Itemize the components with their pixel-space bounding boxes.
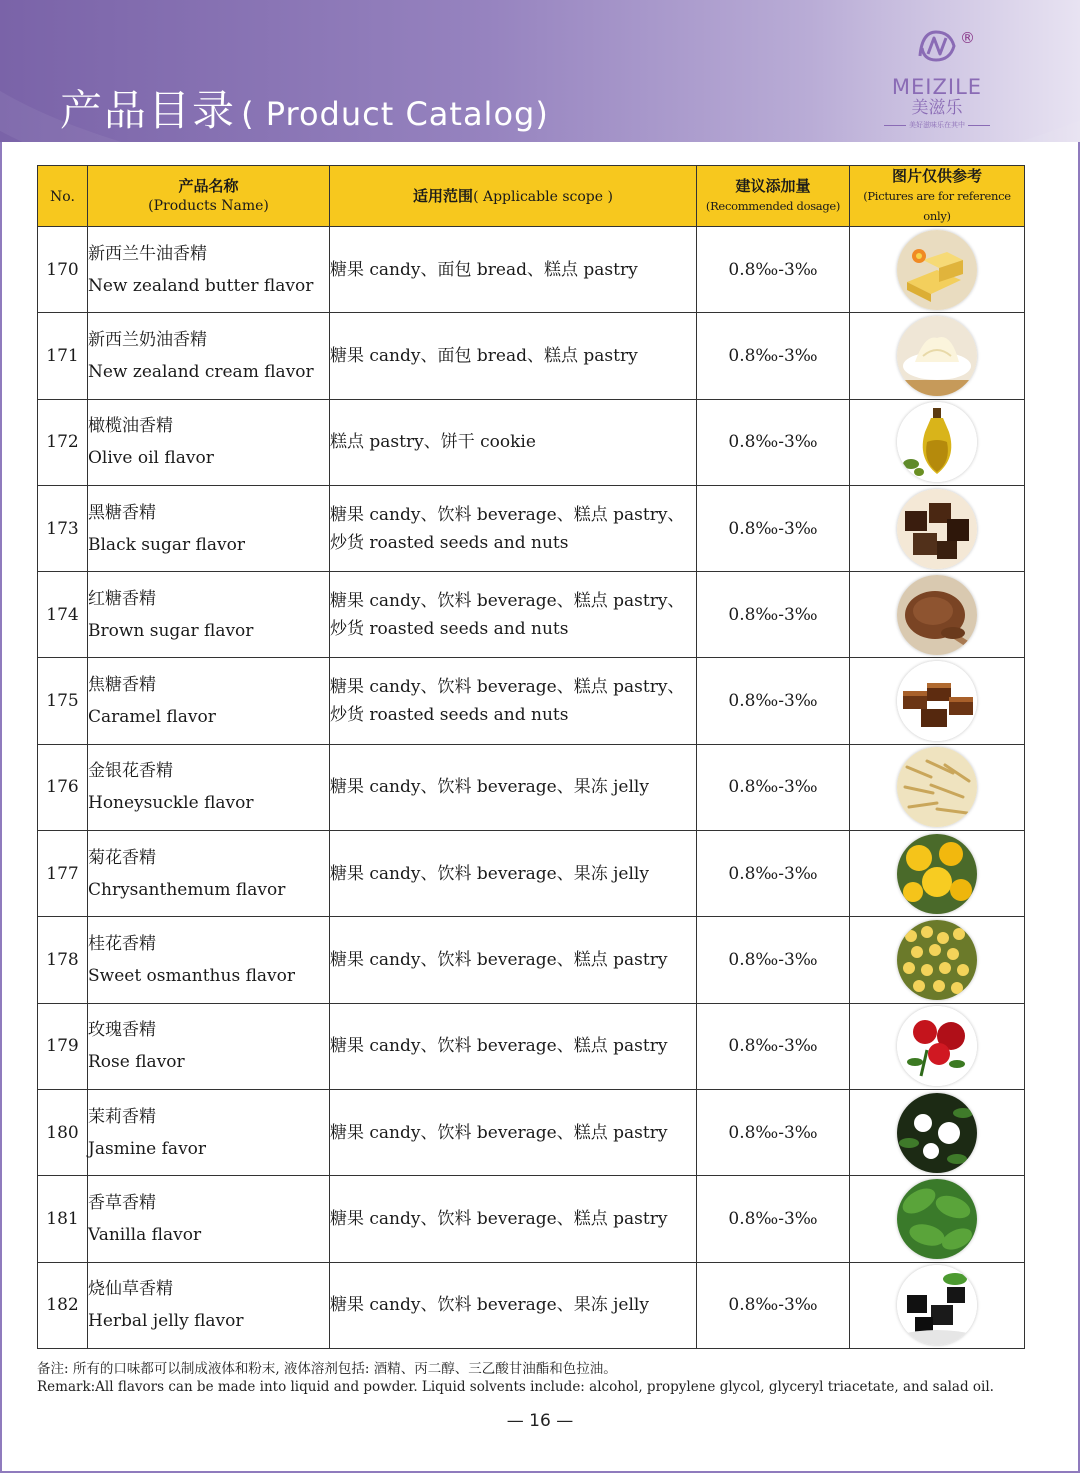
product-name-cell xyxy=(88,1262,330,1348)
scope-line: 炒货 roasted seeds and nuts xyxy=(330,618,569,639)
product-name-zh: 金银花香精 xyxy=(88,761,173,782)
product-name-cell xyxy=(88,917,330,1003)
applicable-scope xyxy=(330,1176,697,1262)
product-picture-cell xyxy=(850,572,1025,658)
product-name-en: Sweet osmanthus flavor xyxy=(88,966,296,987)
product-name-en: Caramel flavor xyxy=(88,707,216,728)
registered-mark: ® xyxy=(960,29,975,47)
table-row xyxy=(38,658,1025,744)
product-picture-cell xyxy=(850,313,1025,399)
table-row xyxy=(38,831,1025,917)
applicable-scope xyxy=(330,658,697,744)
product-name-en: New zealand butter flavor xyxy=(88,275,314,296)
scope-line: 糖果 candy、饮料 beverage、糕点 pastry xyxy=(330,1036,668,1057)
product-name-en: Honeysuckle flavor xyxy=(88,793,254,814)
recommended-dosage: 0.8‰-3‰ xyxy=(697,399,850,485)
brand-tagline: 美好滋味乐在其中 xyxy=(872,120,1002,130)
product-name-en: Olive oil flavor xyxy=(88,448,214,469)
scope-line: 糖果 candy、饮料 beverage、果冻 jelly xyxy=(330,863,649,884)
header-picture-en: (Pictures are for reference only) xyxy=(863,189,1011,223)
product-number: 170 xyxy=(38,227,88,313)
product-name-cell xyxy=(88,658,330,744)
header-dosage xyxy=(697,166,850,227)
page-title xyxy=(60,78,549,138)
brand-name-en: MEIZILE xyxy=(891,75,983,99)
product-picture-cell xyxy=(850,831,1025,917)
header-dosage-zh: 建议添加量 xyxy=(735,177,811,195)
remark-en: Remark:All flavors can be made into liquid and powder. Liquid solvents include: alcohol, propylene glycol, glyceryl triacetate, and salad oil. xyxy=(37,1379,994,1395)
product-name-zh: 桂花香精 xyxy=(88,934,156,955)
product-name-cell xyxy=(88,399,330,485)
jasmine-image xyxy=(897,1093,977,1173)
scope-line: 糖果 candy、饮料 beverage、果冻 jelly xyxy=(330,1295,649,1316)
scope-line: 糖果 candy、饮料 beverage、糕点 pastry、 xyxy=(330,590,685,611)
table-row xyxy=(38,1262,1025,1348)
product-name-zh: 玫瑰香精 xyxy=(88,1020,156,1041)
scope-line: 糖果 candy、饮料 beverage、糕点 pastry xyxy=(330,950,668,971)
table-row xyxy=(38,1003,1025,1089)
scope-line: 炒货 roasted seeds and nuts xyxy=(330,532,569,553)
product-name-zh: 焦糖香精 xyxy=(88,675,156,696)
product-name-zh: 黑糖香精 xyxy=(88,502,156,523)
table-row xyxy=(38,399,1025,485)
osmanthus-image xyxy=(897,920,977,1000)
remark-note xyxy=(37,1360,994,1396)
product-name-zh: 新西兰牛油香精 xyxy=(88,243,207,264)
product-picture-cell xyxy=(850,1003,1025,1089)
product-picture-cell xyxy=(850,485,1025,571)
product-number: 177 xyxy=(38,831,88,917)
product-name-cell xyxy=(88,831,330,917)
header-picture xyxy=(850,166,1025,227)
product-picture-cell xyxy=(850,227,1025,313)
header-picture-zh: 图片仅供参考 xyxy=(891,167,982,185)
applicable-scope xyxy=(330,917,697,1003)
product-name-zh: 红糖香精 xyxy=(88,588,156,609)
scope-line: 糖果 candy、饮料 beverage、糕点 pastry xyxy=(330,1208,668,1229)
scope-line: 糖果 candy、饮料 beverage、糕点 pastry xyxy=(330,1122,668,1143)
product-name-zh: 烧仙草香精 xyxy=(88,1279,173,1300)
page-number: — 16 — xyxy=(506,1411,574,1431)
recommended-dosage: 0.8‰-3‰ xyxy=(697,1176,850,1262)
product-picture-cell xyxy=(850,1089,1025,1175)
product-name-zh: 香草香精 xyxy=(88,1192,156,1213)
brown-sugar-image xyxy=(897,575,977,655)
product-picture-cell xyxy=(850,744,1025,830)
header-product-name-en: (Products Name) xyxy=(148,198,269,214)
product-name-en: Brown sugar flavor xyxy=(88,620,254,641)
product-name-cell xyxy=(88,227,330,313)
butter-image xyxy=(897,230,977,310)
scope-line: 糕点 pastry、饼干 cookie xyxy=(330,432,536,453)
applicable-scope xyxy=(330,572,697,658)
product-name-en: Chrysanthemum flavor xyxy=(88,879,286,900)
table-row xyxy=(38,744,1025,830)
herbal-jelly-image xyxy=(897,1265,977,1345)
header-dosage-en: (Recommended dosage) xyxy=(705,199,841,213)
black-sugar-image xyxy=(897,489,977,569)
olive-oil-image xyxy=(897,402,977,482)
remark-zh: 备注: 所有的口味都可以制成液体和粉末, 液体溶剂包括: 酒精、丙二醇、三乙酸甘油酯和色拉油。 xyxy=(37,1361,617,1377)
product-picture-cell xyxy=(850,917,1025,1003)
product-name-cell xyxy=(88,485,330,571)
table-row xyxy=(38,572,1025,658)
recommended-dosage: 0.8‰-3‰ xyxy=(697,313,850,399)
product-name-en: Jasmine favor xyxy=(88,1138,207,1159)
product-name-cell xyxy=(88,572,330,658)
product-number: 176 xyxy=(38,744,88,830)
product-number: 172 xyxy=(38,399,88,485)
page-title-zh: 产品目录 xyxy=(60,86,237,135)
brand-mark-icon xyxy=(914,26,960,66)
scope-line: 糖果 candy、饮料 beverage、糕点 pastry、 xyxy=(330,677,685,698)
product-name-zh: 橄榄油香精 xyxy=(88,416,173,437)
header-product-name-zh: 产品名称 xyxy=(178,177,239,195)
recommended-dosage: 0.8‰-3‰ xyxy=(697,227,850,313)
product-number: 171 xyxy=(38,313,88,399)
recommended-dosage: 0.8‰-3‰ xyxy=(697,658,850,744)
product-number: 181 xyxy=(38,1176,88,1262)
applicable-scope xyxy=(330,1262,697,1348)
cream-image xyxy=(897,316,977,396)
caramel-image xyxy=(897,661,977,741)
chrysanthemum-image xyxy=(897,834,977,914)
applicable-scope xyxy=(330,831,697,917)
product-name-zh: 菊花香精 xyxy=(88,847,156,868)
product-name-en: Rose flavor xyxy=(88,1052,185,1073)
product-name-cell xyxy=(88,1089,330,1175)
product-catalog-table xyxy=(37,165,1025,1349)
header-scope xyxy=(330,166,697,227)
applicable-scope xyxy=(330,227,697,313)
product-number: 173 xyxy=(38,485,88,571)
product-number: 174 xyxy=(38,572,88,658)
product-number: 180 xyxy=(38,1089,88,1175)
table-row xyxy=(38,227,1025,313)
scope-line: 炒货 roasted seeds and nuts xyxy=(330,705,569,726)
table-row xyxy=(38,1089,1025,1175)
scope-line: 糖果 candy、面包 bread、糕点 pastry xyxy=(330,345,638,366)
product-name-en: Vanilla flavor xyxy=(88,1224,202,1245)
recommended-dosage: 0.8‰-3‰ xyxy=(697,485,850,571)
page-title-en: ( Product Catalog) xyxy=(241,95,549,133)
table-header-row xyxy=(38,166,1025,227)
page-header xyxy=(0,0,1080,142)
vanilla-image xyxy=(897,1179,977,1259)
table-row xyxy=(38,917,1025,1003)
product-name-cell xyxy=(88,313,330,399)
applicable-scope xyxy=(330,1003,697,1089)
applicable-scope xyxy=(330,399,697,485)
table-row xyxy=(38,1176,1025,1262)
product-number: 178 xyxy=(38,917,88,1003)
product-picture-cell xyxy=(850,1176,1025,1262)
header-product-name xyxy=(88,166,330,227)
rose-image xyxy=(897,1006,977,1086)
table-row xyxy=(38,485,1025,571)
product-name-en: Herbal jelly flavor xyxy=(88,1311,244,1332)
recommended-dosage: 0.8‰-3‰ xyxy=(697,1262,850,1348)
honeysuckle-image xyxy=(897,747,977,827)
recommended-dosage: 0.8‰-3‰ xyxy=(697,1003,850,1089)
applicable-scope xyxy=(330,744,697,830)
header-scope-zh: 适用范围 xyxy=(413,186,474,205)
product-number: 182 xyxy=(38,1262,88,1348)
product-name-cell xyxy=(88,744,330,830)
recommended-dosage: 0.8‰-3‰ xyxy=(697,744,850,830)
product-name-cell xyxy=(88,1003,330,1089)
table-row xyxy=(38,313,1025,399)
scope-line: 糖果 candy、饮料 beverage、糕点 pastry、 xyxy=(330,504,685,525)
recommended-dosage: 0.8‰-3‰ xyxy=(697,917,850,1003)
product-name-en: Black sugar flavor xyxy=(88,534,245,555)
product-number: 175 xyxy=(38,658,88,744)
product-picture-cell xyxy=(850,399,1025,485)
product-name-zh: 茉莉香精 xyxy=(88,1106,156,1127)
header-no: No. xyxy=(38,166,88,227)
product-picture-cell xyxy=(850,658,1025,744)
scope-line: 糖果 candy、饮料 beverage、果冻 jelly xyxy=(330,777,649,798)
recommended-dosage: 0.8‰-3‰ xyxy=(697,1089,850,1175)
applicable-scope xyxy=(330,313,697,399)
recommended-dosage: 0.8‰-3‰ xyxy=(697,831,850,917)
scope-line: 糖果 candy、面包 bread、糕点 pastry xyxy=(330,259,638,280)
header-scope-en: ( Applicable scope ) xyxy=(473,188,613,205)
recommended-dosage: 0.8‰-3‰ xyxy=(697,572,850,658)
product-name-cell xyxy=(88,1176,330,1262)
brand-name-zh: 美滋乐 xyxy=(911,98,963,118)
brand-logo xyxy=(872,26,1002,138)
product-name-en: New zealand cream flavor xyxy=(88,361,314,382)
applicable-scope xyxy=(330,1089,697,1175)
product-picture-cell xyxy=(850,1262,1025,1348)
product-name-zh: 新西兰奶油香精 xyxy=(88,329,207,350)
applicable-scope xyxy=(330,485,697,571)
product-number: 179 xyxy=(38,1003,88,1089)
